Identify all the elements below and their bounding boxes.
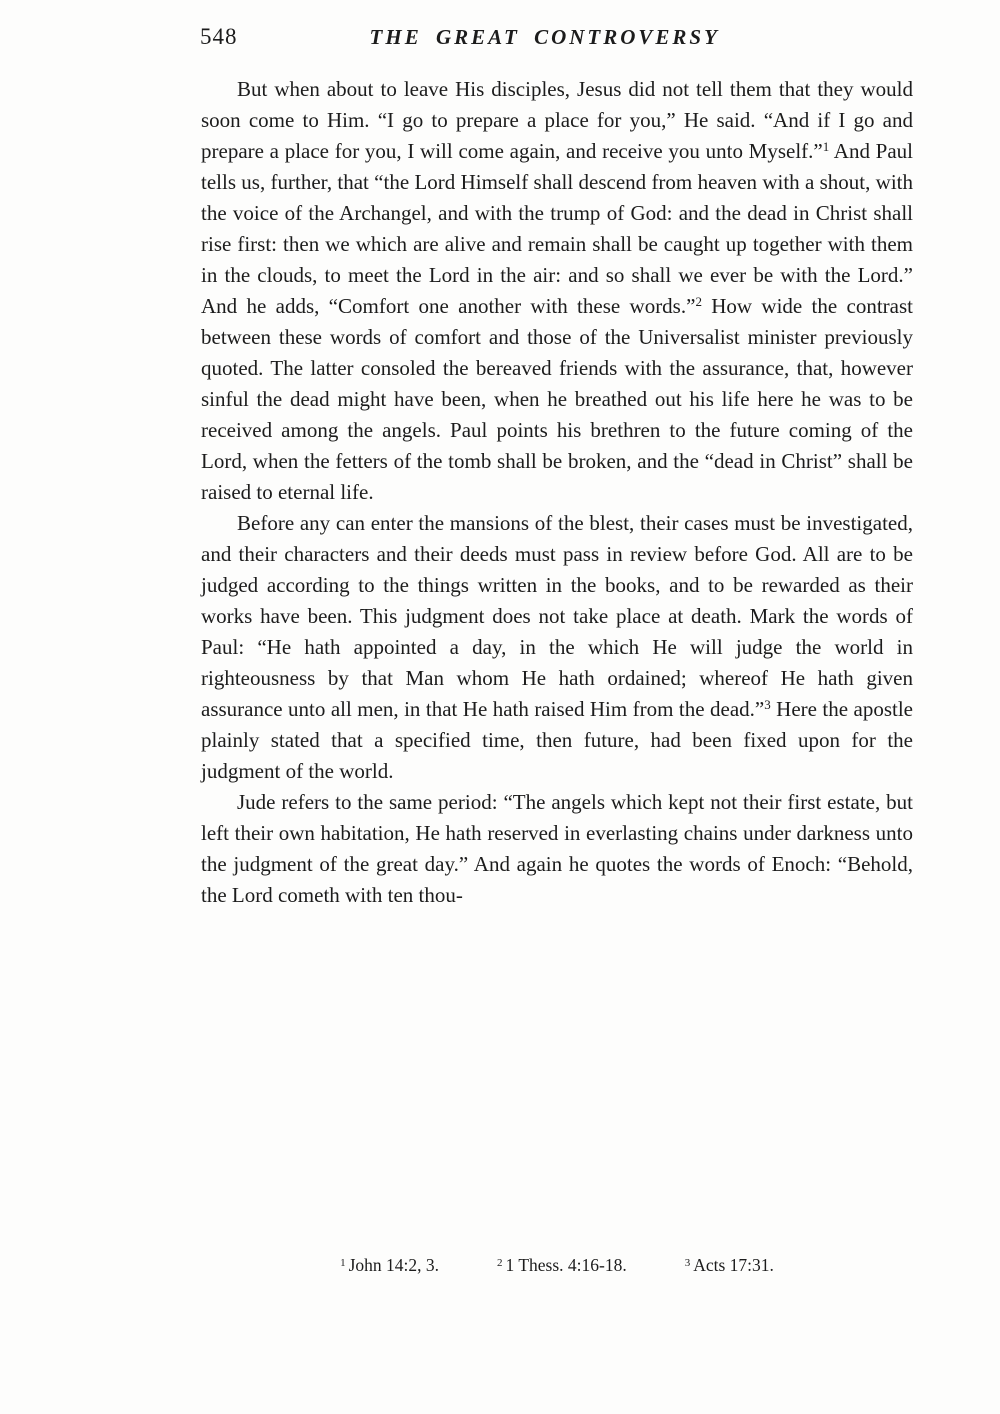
footnote-item bbox=[497, 1255, 627, 1276]
paragraph bbox=[201, 508, 913, 787]
running-title: THE GREAT CONTROVERSY bbox=[369, 25, 720, 49]
body-text bbox=[201, 74, 913, 911]
footnote-text: Acts 17:31. bbox=[693, 1255, 774, 1275]
running-head bbox=[200, 24, 912, 50]
footnote-item bbox=[340, 1255, 439, 1276]
text-segment: But when about to leave His disciples, Jesus did not tell them that they would soon come to Him. “I go to prepare a place for you,” He said. “And if I go and prepare a place for you, I will come again, and receive you unto Myself.” bbox=[201, 77, 913, 163]
footnote-marker: 1 bbox=[822, 139, 830, 154]
footnote-marker: 3 bbox=[684, 1257, 691, 1269]
footnote-item bbox=[685, 1255, 774, 1276]
footnote-marker: 1 bbox=[340, 1257, 346, 1269]
text-segment: Jude refers to the same period: “The angels which kept not their first estate, but left their own habitation, He hath reserved in everlasting chains under darkness unto the judgment of the great day.” And again he quotes the words of Enoch: “Behold, the Lord cometh with ten thou- bbox=[201, 790, 913, 907]
footnote-text: 1 Thess. 4:16-18. bbox=[505, 1255, 627, 1275]
page-number: 548 bbox=[200, 24, 238, 49]
text-segment: And Paul tells us, further, that “the Lord Himself shall descend from heaven with a shout, with the voice of the Archangel, and with the trump of God: and the dead in Christ shall rise first: then we which are alive and remain shall be caught up together with them in the clouds, to meet the Lord in the air: and so shall we ever be with the Lord.” And he adds, “Comfort one another with these words.” bbox=[201, 139, 913, 318]
text-segment: How wide the contrast between these words of comfort and those of the Universalist minister previously quoted. The latter consoled the bereaved friends with the assurance, that, however sinful the dead might have been, when he breathed out his life here he was to be received among the angels. Paul points his brethren to the future coming of the Lord, when the fetters of the tomb shall be broken, and the “dead in Christ” shall be raised to eternal life. bbox=[201, 294, 913, 504]
paragraph bbox=[201, 787, 913, 911]
text-segment: Here the apostle plainly stated that a specified time, then future, had been fixed upon for the judgment of the world. bbox=[201, 697, 913, 783]
text-segment: Before any can enter the mansions of the blest, their cases must be investigated, and their characters and their deeds must pass in review before God. All are to be judged according to the things written in the books, and to be rewarded as their works have been. This judgment does not take place at death. Mark the words of Paul: “He hath appointed a day, in the which He will judge the world in righteousness by that Man whom He hath ordained; whereof He hath given assurance unto all men, in that He hath raised Him from the dead.” bbox=[201, 511, 913, 721]
footnote-marker: 3 bbox=[764, 697, 771, 712]
footnotes bbox=[201, 1255, 913, 1276]
footnote-marker: 2 bbox=[497, 1257, 503, 1269]
footnote-text: John 14:2, 3. bbox=[348, 1255, 440, 1275]
footnote-marker: 2 bbox=[695, 294, 702, 309]
paragraph bbox=[201, 74, 913, 508]
